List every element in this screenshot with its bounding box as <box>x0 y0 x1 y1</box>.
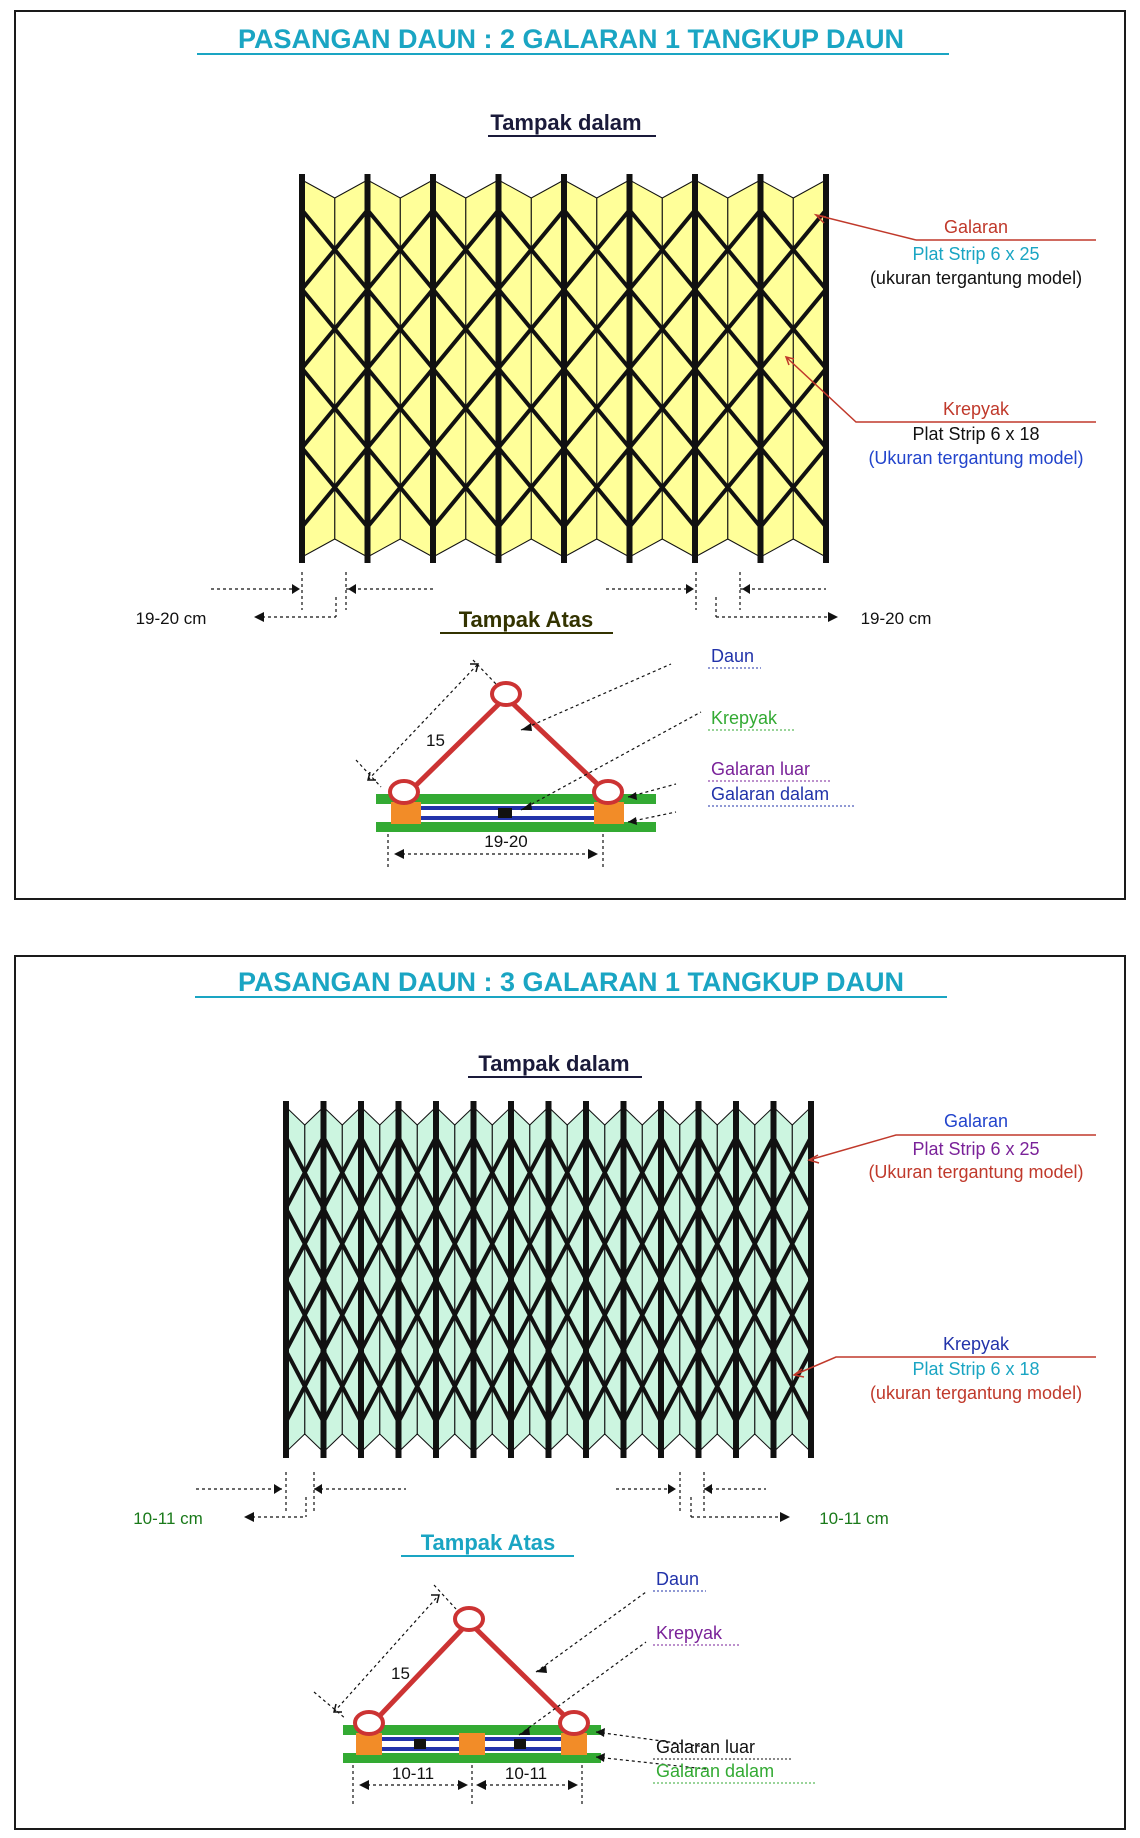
top-label-galaran-dalam-2: Galaran dalam <box>656 1761 775 1781</box>
hinge-top <box>492 683 520 705</box>
galaran-note: (ukuran tergantung model) <box>869 268 1083 288</box>
krepyak-leader <box>786 357 1096 422</box>
hinge-right <box>594 781 622 803</box>
spacing-dims-2 <box>196 1472 786 1517</box>
galaran-spec: Plat Strip 6 x 25 <box>912 244 1040 264</box>
top-label-daun: Daun <box>711 646 755 666</box>
top-label-galaran-luar-2: Galaran luar <box>656 1737 756 1757</box>
krepyak-spec: Plat Strip 6 x 18 <box>912 424 1040 444</box>
spacing-left-label: 19-20 cm <box>135 609 207 628</box>
hinge-left-2 <box>355 1712 383 1734</box>
view-top-label-2: Tampak Atas <box>420 1530 556 1555</box>
top-view-2 <box>343 1608 601 1763</box>
dim-base-left-2: 10-11 <box>391 1764 435 1783</box>
spacing-left-label-2: 10-11 cm <box>133 1509 203 1528</box>
dim-diagonal-2: 15 <box>391 1664 410 1683</box>
panel-2-drawing <box>16 957 1124 1828</box>
spacing-right-label: 19-20 cm <box>860 609 932 628</box>
panel-1-drawing <box>16 12 1124 898</box>
hinge-top-2 <box>455 1608 483 1630</box>
krepyak-note: (Ukuran tergantung model) <box>868 448 1084 468</box>
top-label-galaran-luar: Galaran luar <box>711 759 811 779</box>
hinge-right-2 <box>560 1712 588 1734</box>
top-view-1 <box>376 683 656 832</box>
top-label-krepyak: Krepyak <box>711 708 778 728</box>
spacing-right-label-2: 10-11 cm <box>819 1509 889 1528</box>
view-inside-label-2: Tampak dalam <box>478 1051 630 1076</box>
top-label-krepyak-2: Krepyak <box>656 1623 723 1643</box>
top-label-daun-2: Daun <box>656 1569 700 1589</box>
krepyak-name: Krepyak <box>942 399 1010 419</box>
panel-3-galaran <box>14 955 1126 1830</box>
galaran-name: Galaran <box>943 217 1009 237</box>
dim-diagonal: 15 <box>426 731 445 750</box>
top-label-galaran-dalam: Galaran dalam <box>711 784 830 804</box>
krepyak-name-2: Krepyak <box>942 1334 1010 1354</box>
dim-base: 19-20 <box>484 832 528 851</box>
gate-front-view <box>302 174 826 563</box>
krepyak-spec-2: Plat Strip 6 x 18 <box>912 1359 1040 1379</box>
panel-2-title: PASANGAN DAUN : 3 GALARAN 1 TANGKUP DAUN <box>237 967 905 997</box>
gate-front-view-2 <box>286 1101 811 1458</box>
view-inside-label: Tampak dalam <box>490 110 642 135</box>
galaran-note-2: (Ukuran tergantung model) <box>868 1162 1084 1182</box>
panel-2-galaran <box>14 10 1126 900</box>
galaran-name-2: Galaran <box>943 1111 1009 1131</box>
hinge-left <box>390 781 418 803</box>
dim-base-right-2: 10-11 <box>504 1764 548 1783</box>
panel-1-title: PASANGAN DAUN : 2 GALARAN 1 TANGKUP DAUN <box>237 24 905 54</box>
view-top-label: Tampak Atas <box>458 607 594 632</box>
galaran-spec-2: Plat Strip 6 x 25 <box>912 1139 1040 1159</box>
krepyak-note-2: (ukuran tergantung model) <box>869 1383 1083 1403</box>
